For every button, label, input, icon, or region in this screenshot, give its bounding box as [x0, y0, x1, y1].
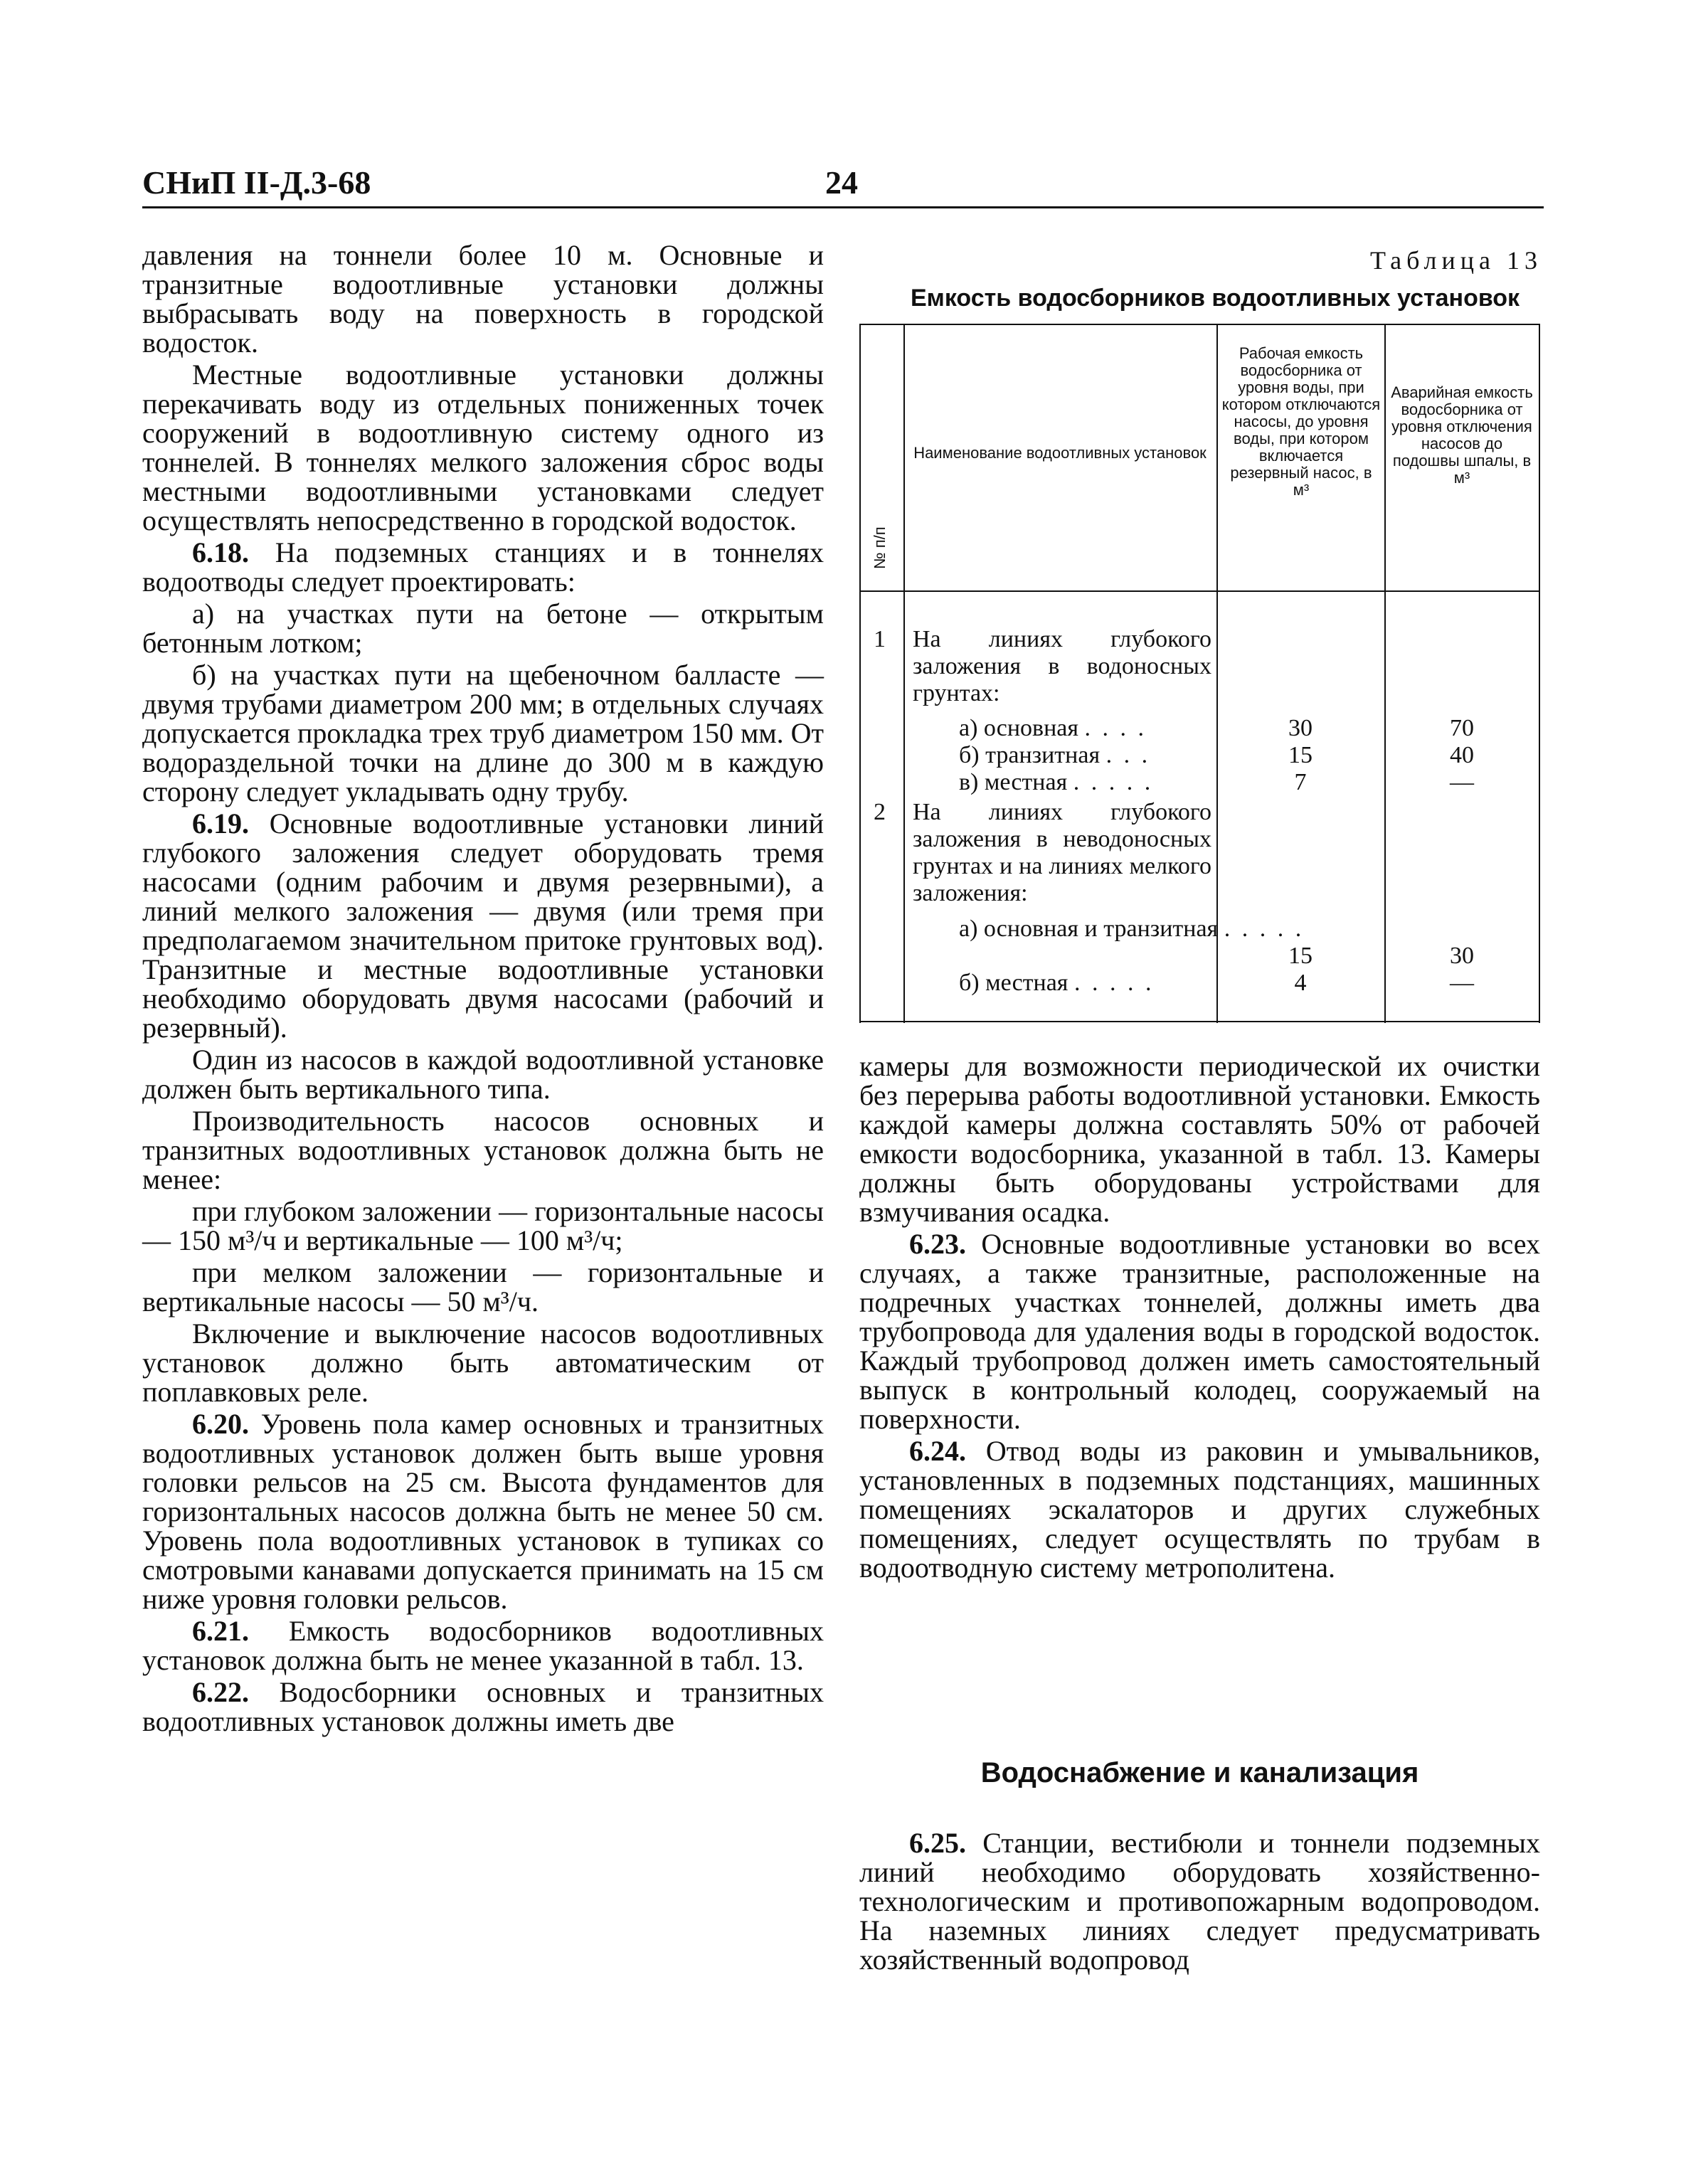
item-label: в) местная . . . . .	[959, 769, 1154, 795]
clause-6-23: 6.23. Основные водоотливные установки во всех случаях, а также транзитные, расположенные на подречных участках тоннелей, должны иметь два трубопровода для удаления воды в городской водосток. Каждый трубопровод должен иметь самостоятельный выпуск в контрольный колодец, сооружаемый на поверхности.	[859, 1228, 1540, 1435]
row-number: 1	[874, 626, 886, 652]
work-value: 15	[1288, 742, 1313, 768]
capacity-table	[859, 324, 1540, 1023]
item-label: б) транзитная . . .	[959, 742, 1151, 768]
right-column	[859, 1051, 1540, 1585]
item-label: а) основная и транзитная . . . . .	[959, 916, 1305, 942]
table-bottom-rule	[859, 1021, 1540, 1022]
clause-6-21: 6.21. Емкость водосборников водоотливных установок должна быть не менее указанной в табл. 13.	[142, 1615, 824, 1676]
emergency-value: —	[1450, 769, 1474, 795]
paragraph: Местные водоотливные установки должны перекачивать воду из отдельных пониженных точек сооружений в водоотливную систему одного из тоннелей. В тоннелях мелкого заложения сброс воды местными водоотливными установками следует осуществлять непосредственно в городской водосток.	[142, 359, 824, 536]
paragraph: давления на тоннели более 10 м. Основные и транзитные водоотливные установки должны выбрасывать воду на поверхность в городской водосток.	[142, 239, 824, 359]
emergency-value: 70	[1450, 715, 1474, 741]
clause-6-20: 6.20. Уровень пола камер основных и транзитных водоотливных установок должен быть выше уровня головки рельсов на 25 см. Высота фундаментов для горизонтальных насосов должна быть не менее 50 см. Уровень пола водоотливных установок в тупиках со смотровыми канавами допускается принимать на 15 см ниже уровня головки рельсов.	[142, 1408, 824, 1615]
table-header-rule	[859, 590, 1540, 592]
row-title: На линиях глубокого заложения в водоносных грунтах:	[913, 626, 1211, 706]
header-emergency-capacity: Аварийная емкость водосборника от уровня отключения насосов до подошвы шпалы, в м³	[1391, 383, 1533, 487]
paragraph: камеры для возможности периодической их очистки без перерыва работы водоотливной установки. Емкость каждой камеры должна составлять 50% от рабочей емкости водосборника, указанной в табл. 13. Камеры должны быть оборудованы устройствами для взмучивания осадка.	[859, 1050, 1540, 1228]
item-label: б) местная . . . . .	[959, 970, 1155, 996]
clause-6-24: 6.24. Отвод воды из раковин и умывальников, установленных в подземных подстанциях, машинных помещениях эскалаторов и других служебных помещениях, следует осуществлять по трубам в водоотводную систему метрополитена.	[859, 1435, 1540, 1584]
paragraph: при глубоком заложении — горизонтальные насосы — 150 м³/ч и вертикальные — 100 м³/ч;	[142, 1195, 824, 1256]
document-code: СНиП II-Д.3-68	[142, 164, 371, 201]
emergency-value: 40	[1450, 742, 1474, 768]
work-value: 4	[1294, 970, 1307, 996]
clause-number: 6.24.	[909, 1435, 966, 1467]
paragraph: при мелком заложении — горизонтальные и вертикальные насосы — 50 м³/ч.	[142, 1256, 824, 1318]
item-label: а) основная . . . .	[959, 715, 1147, 741]
table-title: Емкость водосборников водоотливных установок	[911, 285, 1520, 312]
header-number: № п/п	[871, 526, 889, 569]
header-name: Наименование водоотливных установок	[913, 444, 1207, 462]
emergency-value: 30	[1450, 943, 1474, 969]
clause-6-19: 6.19. Основные водоотливные установки линий глубокого заложения следует оборудовать тремя насосами (одним рабочим и двумя резервными), а линий мелкого заложения — двумя (или тремя при предполагаемом значительном притоке грунтовых вод). Транзитные и местные водоотливные установки необходимо оборудовать двумя насосами (рабочий и резервный).	[142, 807, 824, 1044]
work-value: 7	[1294, 769, 1307, 795]
row-title: На линиях глубокого заложения в неводоносных грунтах и на линиях мелкого заложения:	[913, 799, 1211, 906]
list-item: а) на участках пути на бетоне — открытым бетонным лотком;	[142, 598, 824, 659]
section-title: Водоснабжение и канализация	[980, 1757, 1419, 1788]
work-value: 15	[1288, 943, 1313, 969]
clause-number: 6.20.	[192, 1408, 249, 1440]
clause-6-18: 6.18. На подземных станциях и в тоннелях водоотводы следует проектировать:	[142, 536, 824, 598]
clause-number: 6.19.	[192, 807, 249, 839]
clause-number: 6.25.	[909, 1827, 966, 1859]
right-column-lower	[859, 1828, 1540, 1977]
table-top-rule	[859, 324, 1540, 325]
clause-6-22: 6.22. Водосборники основных и транзитных водоотливных установок должны иметь две	[142, 1676, 824, 1737]
clause-6-25: 6.25. Станции, вестибюли и тоннели подземных линий необходимо оборудовать хозяйственно-технологическим и противопожарным водопроводом. На наземных линиях следует предусматривать хозяйственный водопровод	[859, 1827, 1540, 1976]
paragraph: Включение и выключение насосов водоотливных установок должно быть автоматическим от поплавковых реле.	[142, 1318, 824, 1408]
header-rule	[142, 206, 1544, 208]
paragraph: Один из насосов в каждой водоотливной установке должен быть вертикального типа.	[142, 1044, 824, 1105]
page-number: 24	[825, 164, 858, 201]
table-label: Таблица 13	[1370, 246, 1542, 275]
clause-number: 6.23.	[909, 1228, 966, 1260]
header-work-capacity: Рабочая емкость водосборника от уровня воды, при котором отключаются насосы, до уровня воды, при котором включается резервный насос, в м³	[1221, 344, 1381, 499]
left-column	[142, 240, 824, 1739]
row-number: 2	[874, 799, 886, 825]
list-item: б) на участках пути на щебеночном балласте — двумя трубами диаметром 200 мм; в отдельных случаях допускается прокладка трех труб диаметром 150 мм. От водораздельной точки на длине до 300 м в каждую сторону следует укладывать одну трубу.	[142, 659, 824, 807]
clause-number: 6.22.	[192, 1676, 249, 1708]
emergency-value: —	[1450, 970, 1474, 996]
paragraph: Производительность насосов основных и транзитных водоотливных установок должна быть не менее:	[142, 1105, 824, 1195]
clause-number: 6.18.	[192, 536, 249, 568]
work-value: 30	[1288, 715, 1313, 741]
clause-number: 6.21.	[192, 1615, 249, 1647]
